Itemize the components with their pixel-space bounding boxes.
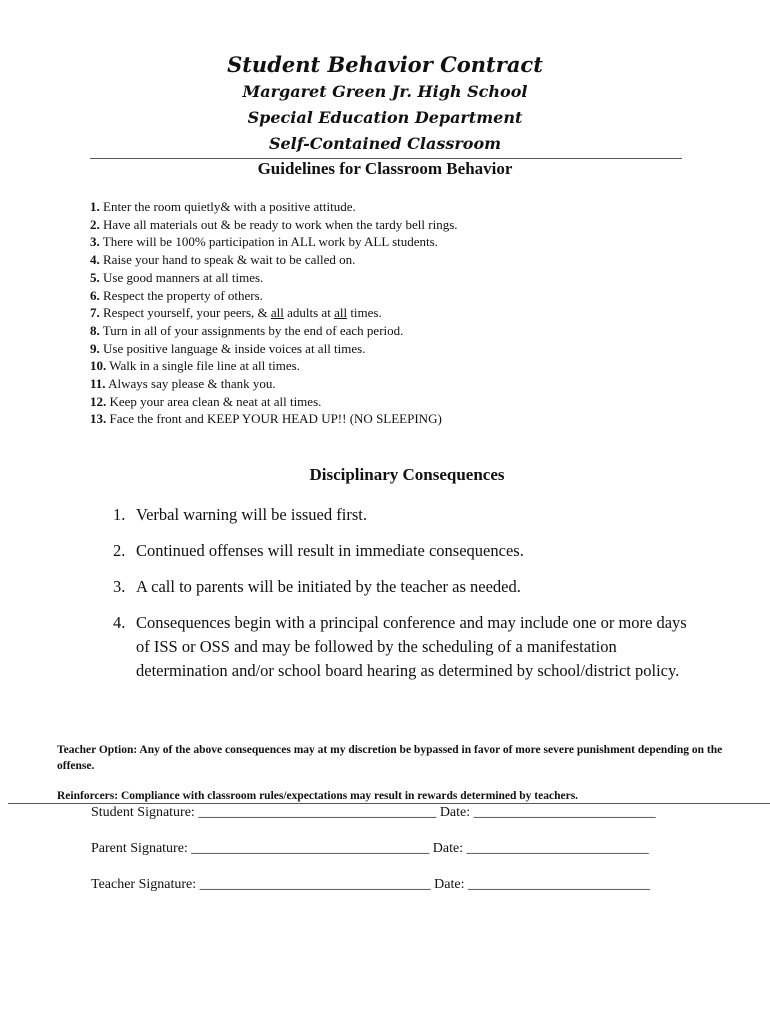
consequence-item	[113, 539, 693, 563]
consequences-list	[113, 503, 693, 695]
teacher-signature-line[interactable]: Teacher Signature: _________________________________ Date: __________________________	[91, 877, 650, 892]
rule-text-part: Respect yourself, your peers, &	[103, 305, 271, 321]
rule-item	[90, 410, 458, 428]
rule-item	[90, 304, 458, 322]
consequence-item	[113, 611, 693, 683]
rule-number: 10.	[90, 358, 107, 374]
rule-text-part: adults at	[283, 305, 335, 321]
rule-text: Face the front and KEEP YOUR HEAD UP!! (NO SLEEPING)	[109, 411, 442, 427]
rule-item	[90, 393, 458, 411]
rule-text: Use positive language & inside voices at all times.	[103, 340, 366, 356]
consequence-item	[113, 575, 693, 599]
consequence-number: 3.	[113, 577, 126, 596]
consequence-text: Consequences begin with a principal conference and may include one or more days of ISS or OSS and may be followed by the scheduling of a manifestation determination and/or school board hearing as determined by school/district policy.	[136, 613, 687, 680]
rule-number: 13.	[90, 411, 107, 427]
rule-text-underlined: all	[334, 305, 348, 321]
rule-text: Use good manners at all times.	[103, 269, 264, 285]
signature-divider	[8, 803, 770, 804]
rule-text: Raise your hand to speak & wait to be called on.	[103, 252, 356, 268]
rule-text: Always say please & thank you.	[108, 376, 276, 392]
rule-number: 6.	[90, 287, 100, 303]
consequence-number: 4.	[113, 613, 126, 632]
consequence-number: 1.	[113, 505, 126, 524]
rule-text: There will be 100% participation in ALL work by ALL students.	[102, 234, 438, 250]
rule-number: 7.	[90, 305, 100, 321]
rule-text-part: times.	[347, 305, 382, 321]
consequence-text: Verbal warning will be issued first.	[136, 505, 367, 524]
rule-text-underlined: all	[270, 305, 284, 321]
rule-item	[90, 340, 458, 358]
rule-number: 3.	[90, 234, 100, 250]
rule-number: 4.	[90, 252, 100, 268]
rule-item	[90, 287, 458, 305]
rule-text: Walk in a single file line at all times.	[109, 358, 300, 374]
reinforcers-note: Reinforcers: Compliance with classroom rules/expectations may result in rewards determined by teachers.	[57, 790, 579, 802]
rule-text: Turn in all of your assignments by the end of each period.	[102, 322, 404, 338]
rule-item	[90, 357, 458, 375]
rule-number: 9.	[90, 340, 100, 356]
consequence-text: A call to parents will be initiated by the teacher as needed.	[136, 577, 521, 596]
school-name: Margaret Green Jr. High School	[242, 82, 528, 101]
rule-item	[90, 375, 458, 393]
rule-item	[90, 216, 458, 234]
rule-text: Enter the room quietly& with a positive attitude.	[103, 199, 356, 214]
consequence-text: Continued offenses will result in immediate consequences.	[136, 541, 524, 560]
document-title: Student Behavior Contract	[227, 52, 543, 77]
rule-number: 1.	[90, 199, 100, 214]
consequence-number: 2.	[113, 541, 126, 560]
consequence-item	[113, 503, 693, 527]
rule-item	[90, 269, 458, 287]
rule-text: Have all materials out & be ready to work when the tardy bell rings.	[103, 216, 458, 232]
teacher-option-note: Teacher Option: Any of the above consequences may at my discretion be bypassed in favor of more severe punishment depending on the offense.	[57, 744, 723, 772]
rule-item	[90, 251, 458, 269]
student-signature-line[interactable]: Student Signature: __________________________________ Date: __________________________	[91, 805, 656, 820]
rule-item	[90, 198, 458, 216]
rule-text: Keep your area clean & neat at all times.	[109, 393, 322, 409]
rules-list	[90, 198, 458, 428]
guidelines-heading: Guidelines for Classroom Behavior	[257, 159, 513, 178]
rule-item	[90, 322, 458, 340]
rule-number: 12.	[90, 393, 107, 409]
consequences-heading: Disciplinary Consequences	[309, 465, 505, 484]
classroom-name: Self-Contained Classroom	[268, 134, 502, 153]
rule-number: 2.	[90, 216, 100, 232]
department-name: Special Education Department	[247, 108, 523, 127]
rule-text: Respect the property of others.	[103, 287, 263, 303]
rule-number: 8.	[90, 322, 100, 338]
parent-signature-line[interactable]: Parent Signature: __________________________________ Date: __________________________	[91, 841, 649, 856]
rule-number: 11.	[90, 376, 106, 392]
rule-number: 5.	[90, 269, 100, 285]
rule-item	[90, 233, 458, 251]
